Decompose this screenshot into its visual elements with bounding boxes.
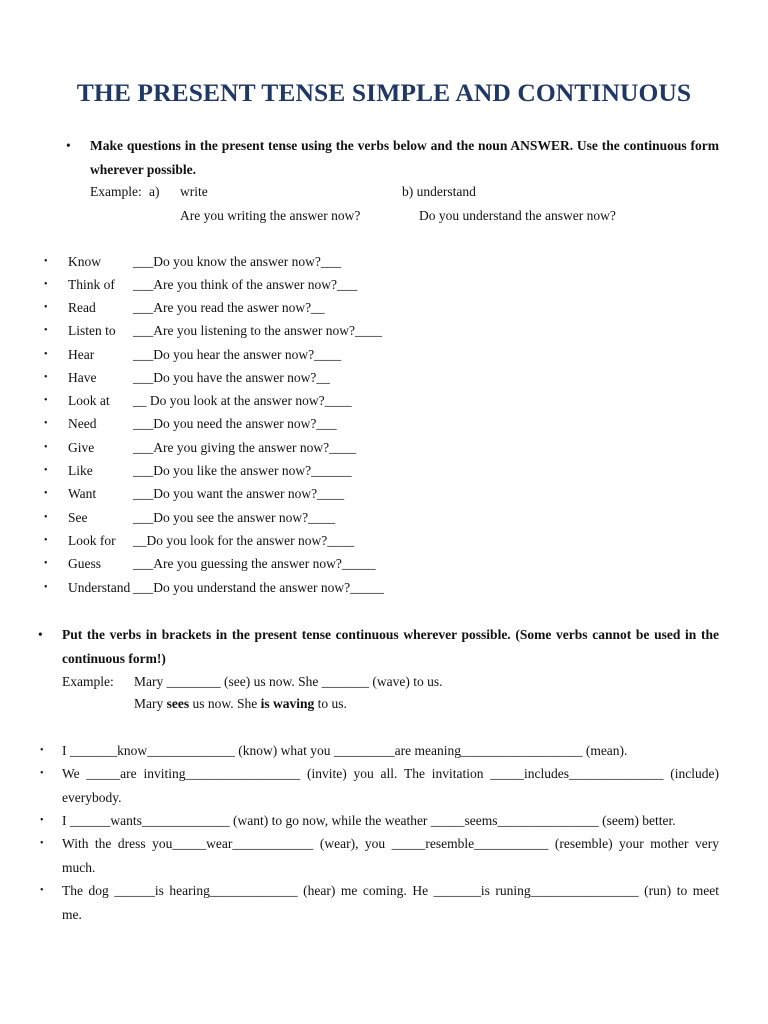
bullet: • [44, 535, 48, 546]
sentence-row [40, 832, 719, 879]
sentence-text-continued: much. [62, 859, 96, 875]
verb-label: Read [68, 300, 96, 315]
section1-instruction [66, 134, 719, 181]
bullet: • [44, 395, 48, 406]
instruction-text: Put the verbs in brackets in the present tense continuous wherever possible. (Some verbs cannot be used in the continuous form!) [62, 627, 719, 666]
verb-answer: ___Do you hear the answer now?____ [133, 347, 342, 362]
sentence-text: I ______wants_____________ (want) to go now, while the weather _____seems_______________ (seem) better. [62, 813, 676, 828]
verb-label: Look at [68, 393, 110, 408]
verb-label: Guess [68, 556, 101, 571]
verb-answer: __ Do you look at the answer now?____ [133, 393, 352, 408]
sentence-text: The dog ______is hearing_____________ (hear) me coming. He _______is runing________________ (run) to meet [62, 883, 719, 898]
bullet: • [44, 582, 48, 593]
bullet: • [44, 418, 48, 429]
example-label: Example: [90, 184, 142, 199]
bullet: • [66, 138, 71, 153]
bullet: • [44, 488, 48, 499]
example2-line2: Mary sees us now. She is waving to us. [134, 696, 347, 711]
verb-label: See [68, 510, 88, 525]
sentence-text: I _______know_____________ (know) what you _________are meaning__________________ (mean). [62, 743, 628, 758]
bullet: • [44, 512, 48, 523]
verb-answer: __Do you look for the answer now?____ [133, 533, 355, 548]
verb-answer: ___Do you understand the answer now?_____ [133, 580, 384, 595]
sentence-text-continued: me. [62, 906, 82, 922]
verb-label: Like [68, 463, 93, 478]
bullet: • [44, 372, 48, 383]
verb-answer: ___Are you guessing the answer now?_____ [133, 556, 376, 571]
verb-answer: ___Do you want the answer now?____ [133, 486, 345, 501]
bullet: • [44, 325, 48, 336]
bullet: • [44, 279, 48, 290]
sentence-row [40, 809, 719, 833]
example-b-label: b) understand [402, 184, 476, 199]
example2-label: Example: [62, 674, 114, 689]
bullet: • [40, 768, 44, 779]
verb-answer: ___Do you need the answer now?___ [133, 416, 337, 431]
bullet: • [44, 465, 48, 476]
verb-label: Understand [68, 580, 131, 595]
bullet: • [44, 302, 48, 313]
verb-answer: ___Are you read the aswer now?__ [133, 300, 325, 315]
verb-label: Want [68, 486, 97, 501]
verb-answer: ___Are you think of the answer now?___ [133, 277, 358, 292]
verb-label: Hear [68, 347, 95, 362]
bullet: • [40, 885, 44, 896]
verb-answer: ___Are you listening to the answer now?____ [133, 323, 382, 338]
verb-label: Need [68, 416, 97, 431]
verb-label: Look for [68, 533, 116, 548]
verb-label: Have [68, 370, 97, 385]
sentence-text: With the dress you_____wear____________ (wear), you _____resemble___________ (resemble) your mother very [62, 836, 719, 851]
bullet: • [38, 627, 43, 642]
bullet: • [44, 558, 48, 569]
bullet: • [40, 838, 44, 849]
example2-line1: Mary ________ (see) us now. She _______ (wave) to us. [134, 674, 443, 689]
instruction-text: Make questions in the present tense using the verbs below and the noun ANSWER. Use the continuous form wherever possible. [90, 138, 719, 177]
sentence-row [40, 739, 719, 763]
bullet: • [44, 442, 48, 453]
section2-instruction [38, 623, 719, 670]
verb-label: Think of [68, 277, 115, 292]
example-a-answer: Are you writing the answer now? [180, 208, 361, 223]
bullet: • [44, 256, 48, 267]
sentence-row [40, 879, 719, 926]
example-a-label: a) [149, 184, 160, 199]
example-b-answer: Do you understand the answer now? [419, 208, 616, 223]
verb-answer: ___Do you know the answer now?___ [133, 254, 342, 269]
verb-label: Give [68, 440, 95, 455]
bullet: • [40, 745, 44, 756]
verb-answer: ___Do you have the answer now?__ [133, 370, 330, 385]
bullet: • [44, 349, 48, 360]
verb-label: Listen to [68, 323, 116, 338]
sentence-text: We _____are inviting_________________ (invite) you all. The invitation _____includes______________ (include) [62, 766, 719, 781]
verb-answer: ___Are you giving the answer now?____ [133, 440, 357, 455]
page-title: THE PRESENT TENSE SIMPLE AND CONTINUOUS [76, 78, 692, 107]
sentence-row [40, 762, 719, 809]
example-a-verb: write [180, 184, 208, 199]
verb-answer: ___Do you see the answer now?____ [133, 510, 336, 525]
verb-label: Know [68, 254, 101, 269]
sentence-text-continued: everybody. [62, 789, 122, 805]
verb-answer: ___Do you like the answer now?______ [133, 463, 352, 478]
bullet: • [40, 815, 44, 826]
